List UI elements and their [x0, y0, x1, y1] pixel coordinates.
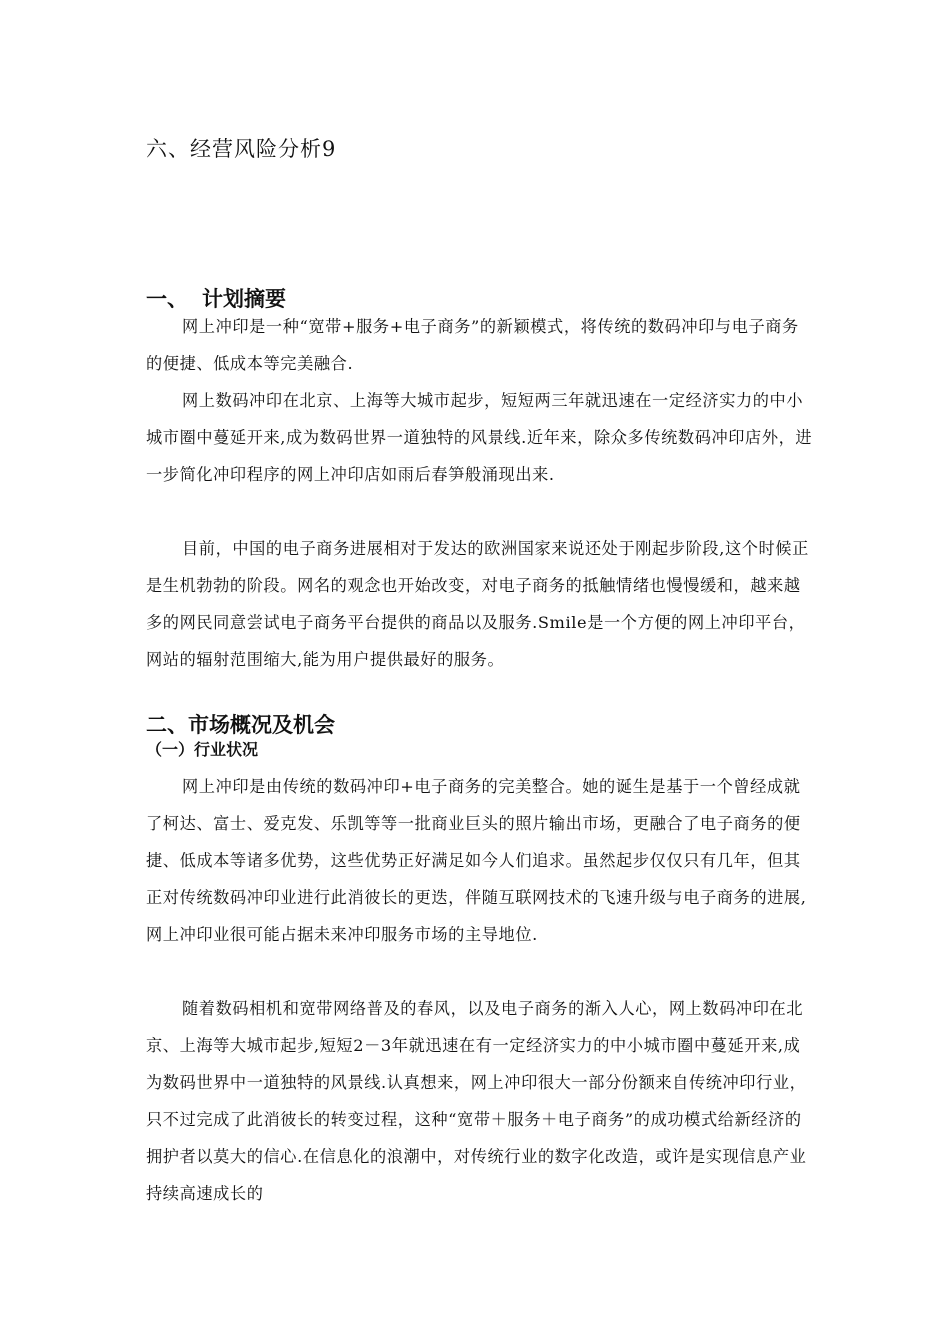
paragraph: 目前，中国的电子商务进展相对于发达的欧洲国家来说还处于刚起步阶段,这个时候正是生机勃勃的阶段。网名的观念也开始改变，对电子商务的抵触情绪也慢慢缓和，越来越多的网民同意尝试电子商务平台提供的商品以及服务.Smile是一个方便的网上冲印平台，网站的辐射范围缩大,能为用户提供最好的服务。 — [146, 539, 809, 669]
paragraph: 网上数码冲印在北京、上海等大城市起步，短短两三年就迅速在一定经济实力的中小城市圈中蔓延开来,成为数码世界一道独特的风景线.近年来，除众多传统数码冲印店外，进一步简化冲印程序的网上冲印店如雨后春笋般涌现出来. — [146, 391, 813, 484]
paragraph: 网上冲印是一种“宽带+服务+电子商务”的新颖模式，将传统的数码冲印与电子商务的便捷、低成本等完美融合. — [146, 317, 799, 373]
section-1-number: 一、 — [146, 287, 188, 311]
paragraph: 网上冲印是由传统的数码冲印+电子商务的完美整合。她的诞生是基于一个曾经成就了柯达、富士、爱克发、乐凯等等一批商业巨头的照片输出市场，更融合了电子商务的便捷、低成本等诸多优势，这些优势正好满足如今人们追求。虽然起步仅仅只有几年，但其正对传统数码冲印业进行此消彼长的更迭，伴随互联网技术的飞速升级与电子商务的进展,网上冲印业很可能占据未来冲印服务市场的主导地位. — [146, 777, 807, 944]
section-2-heading: 二、市场概况及机会 — [146, 713, 335, 737]
paragraph: 随着数码相机和宽带网络普及的春风，以及电子商务的渐入人心，网上数码冲印在北京、上海等大城市起步,短短2－3年就迅速在有一定经济实力的中小城市圈中蔓延开来,成为数码世界中一道独特的风景线.认真想来，网上冲印很大一部分份额来自传统冲印行业，只不过完成了此消彼长的转变过程，这种“宽带＋服务＋电子商务”的成功模式给新经济的拥护者以莫大的信心.在信息化的浪潮中，对传统行业的数字化改造，或许是实现信息产业持续高速成长的 — [146, 999, 807, 1203]
toc-entry: 六、经营风险分析9 — [146, 137, 337, 161]
subsection-heading: （一）行业状况 — [146, 740, 259, 759]
section-1-title: 计划摘要 — [202, 287, 286, 311]
